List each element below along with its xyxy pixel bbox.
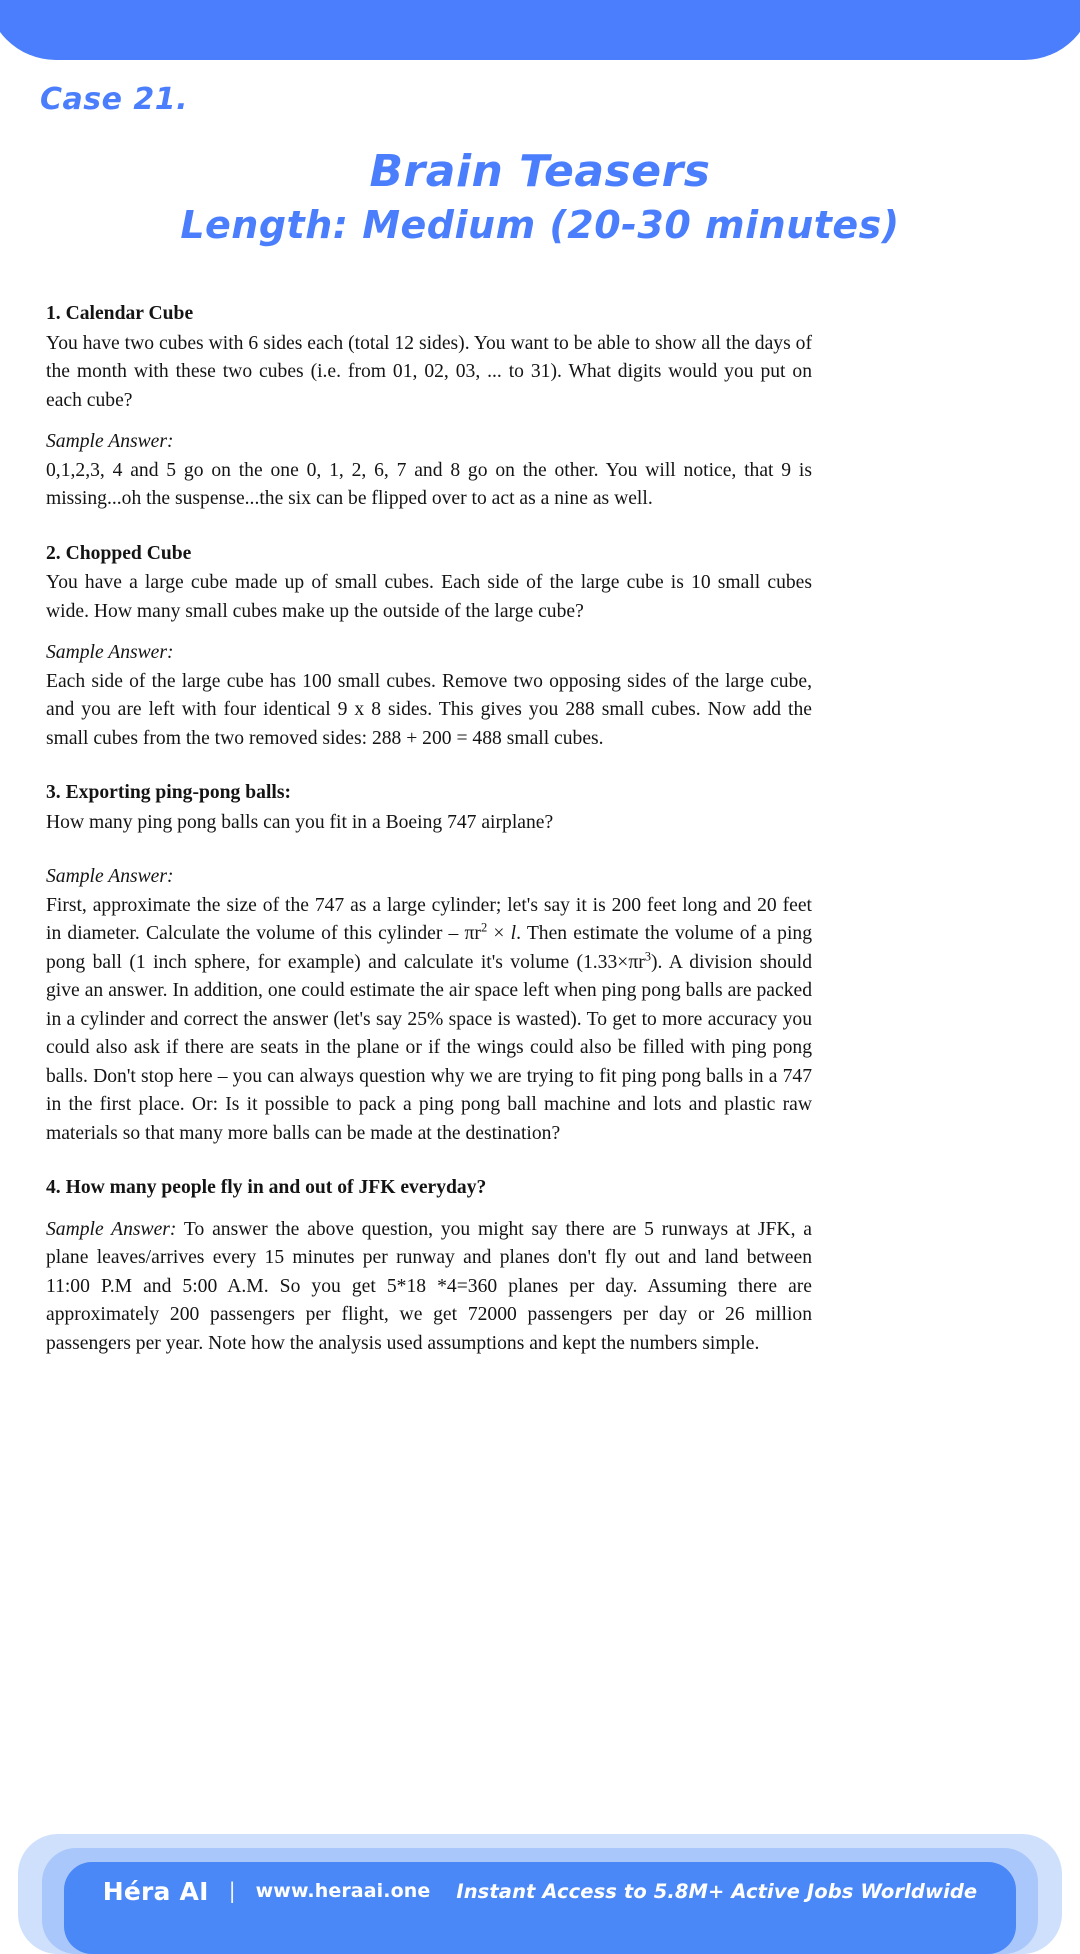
answer-text-3-part4: ). A division should give an answer. In addition, one could estimate the air space left when ping pong balls are packed in a cylinder and correct the answer (let's say 25% space is wasted). To get to more accuracy you could also ask if there are seats in the plane or if the wings could also be filled with ping pong balls. Don't stop here – you can always question why we are trying to fit ping pong balls in a 747 in the first place. Or: Is it possible to pack a ping pong ball machine and lots and plastic raw materials so that many more balls can be made at the destination?: [46, 951, 812, 1144]
exponent-3: 3: [644, 948, 651, 963]
page-title: Brain Teasers: [369, 146, 711, 197]
answer-label-4: Sample Answer:: [46, 1218, 177, 1240]
top-banner: [0, 0, 1080, 60]
document-body: [46, 300, 812, 1378]
footer-url[interactable]: www.heraai.one: [255, 1880, 431, 1902]
teaser-heading-3: 3. Exporting ping-pong balls:: [46, 782, 291, 803]
teaser-question-3: How many ping pong balls can you fit in a Boeing 747 airplane?: [46, 811, 554, 833]
footer-tagline: Instant Access to 5.8M+ Active Jobs Worldwide: [456, 1879, 978, 1903]
teaser-section-3: [46, 779, 812, 1148]
teaser-section-1: [46, 300, 812, 514]
answer-text-3-part2: ×: [487, 923, 511, 944]
teaser-question-1: You have two cubes with 6 sides each (total 12 sides). You want to be able to show all the days of the month with these two cubes (i.e. from 01, 02, 03, ... to 31). What digits would you put on each cube?: [46, 332, 812, 411]
answer-label-1: Sample Answer:: [46, 431, 174, 452]
footer-divider: |: [228, 1879, 236, 1903]
answer-text-4: To answer the above question, you might say there are 5 runways at JFK, a plane leaves/arrives every 15 minutes per runway and planes don't fly out and land between 11:00 P.M and 5:00 A.M. So you get 5*18 *4=360 planes per day. Assuming there are approximately 200 passengers per flight, we get 72000 passengers per day or 26 million passengers per year. Note how the analysis used assumptions and kept the numbers simple.: [46, 1218, 812, 1354]
answer-label-3: Sample Answer:: [46, 866, 174, 887]
title-block: [0, 146, 1080, 248]
teaser-section-2: [46, 540, 812, 754]
exponent-2: 2: [480, 920, 488, 935]
teaser-heading-2: 2. Chopped Cube: [46, 542, 192, 564]
teaser-answer-1: [46, 428, 812, 514]
answer-label-2: Sample Answer:: [46, 642, 174, 663]
teaser-heading-1: 1. Calendar Cube: [46, 303, 194, 324]
teaser-answer-4: [46, 1216, 812, 1359]
teaser-section-4: [46, 1174, 812, 1358]
case-label: Case 21.: [40, 82, 189, 117]
teaser-answer-3: [46, 863, 812, 1148]
answer-text-3: [46, 895, 812, 1144]
footer-brand: Héra AI: [102, 1876, 209, 1906]
footer-bar: [64, 1862, 1016, 1954]
teaser-answer-2: [46, 639, 812, 753]
answer-text-3-part1: First, approximate the size of the 747 as a large cylinder; let's say it is 200 feet long and 20 feet in diameter. Calculate the volume of this cylinder – πr: [46, 894, 812, 944]
answer-text-1: 0,1,2,3, 4 and 5 go on the one 0, 1, 2, 6, 7 and 8 go on the other. You will notice, that 9 is missing...oh the suspense...the six can be flipped over to act as a nine as well.: [46, 459, 812, 509]
teaser-heading-4: 4. How many people fly in and out of JFK everyday?: [46, 1177, 487, 1198]
answer-text-2: Each side of the large cube has 100 small cubes. Remove two opposing sides of the large cube, and you are left with four identical 9 x 8 sides. This gives you 288 small cubes. Now add the small cubes from the two removed sides: 288 + 200 = 488 small cubes.: [46, 670, 812, 749]
teaser-question-2: You have a large cube made up of small cubes. Each side of the large cube is 10 small cubes wide. How many small cubes make up the outside of the large cube?: [46, 572, 812, 622]
page-subtitle: Length: Medium (20-30 minutes): [180, 202, 900, 247]
variable-l: l: [510, 923, 517, 944]
answer-text-3-part3: . Then estimate the volume of a ping pong ball (1 inch sphere, for example) and calculate it's volume (1.33×πr: [46, 923, 812, 973]
